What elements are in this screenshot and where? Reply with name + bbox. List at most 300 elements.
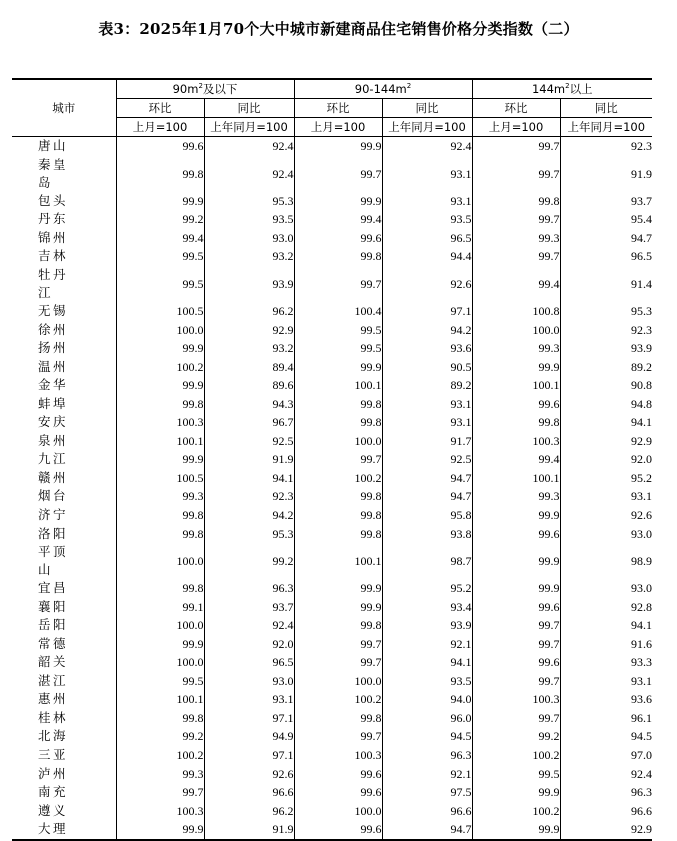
medium-yoy-cell: 94.5: [382, 727, 472, 746]
small-yoy-cell: 92.4: [204, 156, 294, 192]
small-mom-cell: 99.5: [116, 672, 204, 691]
small-mom-cell: 100.0: [116, 653, 204, 672]
small-mom-cell: 100.2: [116, 746, 204, 765]
small-mom-cell: 99.3: [116, 487, 204, 506]
mom-header: 环比: [116, 99, 204, 118]
large-mom-cell: 99.5: [472, 764, 560, 783]
medium-yoy-cell: 91.7: [382, 432, 472, 451]
city-name-cell: 平顶山: [12, 543, 116, 579]
medium-yoy-cell: 93.1: [382, 156, 472, 192]
yoy-header: 同比: [382, 99, 472, 118]
medium-mom-cell: 99.7: [294, 653, 382, 672]
small-mom-cell: 99.5: [116, 247, 204, 266]
small-mom-cell: 100.0: [116, 543, 204, 579]
small-yoy-cell: 92.4: [204, 137, 294, 156]
large-mom-cell: 100.3: [472, 432, 560, 451]
medium-mom-cell: 99.8: [294, 247, 382, 266]
small-mom-cell: 99.8: [116, 709, 204, 728]
large-yoy-cell: 96.3: [631, 785, 652, 800]
small-yoy-cell: 92.0: [204, 634, 294, 653]
large-mom-cell: 99.9: [472, 579, 560, 598]
city-name-cell: 包头: [12, 192, 116, 211]
small-yoy-cell: 94.1: [204, 469, 294, 488]
large-yoy-cell: 95.2: [631, 470, 652, 485]
table-row: [12, 487, 652, 506]
medium-yoy-cell: 94.0: [382, 690, 472, 709]
large-mom-cell: 99.7: [472, 156, 560, 192]
large-mom-cell: 99.9: [472, 820, 560, 840]
large-yoy-cell: 96.5: [631, 249, 652, 264]
medium-mom-cell: 99.8: [294, 506, 382, 525]
table-row: [12, 469, 652, 488]
medium-mom-cell: 99.9: [294, 137, 382, 156]
city-name-cell: 韶关: [12, 653, 116, 672]
medium-mom-cell: 99.6: [294, 783, 382, 802]
medium-mom-cell: 99.5: [294, 339, 382, 358]
medium-yoy-cell: 93.8: [382, 524, 472, 543]
large-mom-cell: 99.4: [472, 450, 560, 469]
table-row: [12, 210, 652, 229]
medium-mom-cell: 99.6: [294, 820, 382, 840]
large-yoy-cell: 93.0: [631, 526, 652, 541]
table-row: [12, 524, 652, 543]
city-name-cell: 吉林: [12, 247, 116, 266]
small-yoy-cell: 92.6: [204, 764, 294, 783]
medium-mom-cell: 99.5: [294, 320, 382, 339]
medium-mom-cell: 99.7: [294, 450, 382, 469]
large-yoy-cell: 91.6: [631, 636, 652, 651]
small-mom-cell: 100.3: [116, 801, 204, 820]
table-row: [12, 137, 652, 156]
small-mom-cell: 99.2: [116, 210, 204, 229]
table-row: [12, 450, 652, 469]
table-row: [12, 266, 652, 302]
small-yoy-cell: 93.1: [204, 690, 294, 709]
small-yoy-cell: 91.9: [204, 450, 294, 469]
medium-mom-cell: 99.8: [294, 394, 382, 413]
large-mom-cell: 99.6: [472, 524, 560, 543]
small-yoy-cell: 94.9: [204, 727, 294, 746]
medium-mom-cell: 99.9: [294, 597, 382, 616]
large-mom-cell: 99.9: [472, 506, 560, 525]
table-row: [12, 432, 652, 451]
large-yoy-cell: 93.1: [631, 489, 652, 504]
table-row: [12, 783, 652, 802]
city-name-cell: 南充: [12, 783, 116, 802]
medium-yoy-cell: 98.7: [382, 543, 472, 579]
table-row: [12, 709, 652, 728]
small-mom-cell: 99.8: [116, 394, 204, 413]
large-yoy-cell: 94.7: [631, 230, 652, 245]
small-yoy-cell: 95.3: [204, 524, 294, 543]
table-row: [12, 357, 652, 376]
small-yoy-cell: 92.4: [204, 616, 294, 635]
medium-yoy-cell: 93.1: [382, 192, 472, 211]
small-yoy-cell: 93.2: [204, 339, 294, 358]
medium-yoy-cell: 93.1: [382, 413, 472, 432]
table-row: [12, 156, 652, 192]
medium-yoy-cell: 96.0: [382, 709, 472, 728]
small-mom-cell: 99.7: [116, 783, 204, 802]
yoy-header: 同比: [204, 99, 294, 118]
small-yoy-cell: 92.5: [204, 432, 294, 451]
table-row: [12, 801, 652, 820]
medium-mom-cell: 99.7: [294, 634, 382, 653]
yoy-header: 同比: [560, 99, 652, 118]
medium-mom-cell: 99.8: [294, 487, 382, 506]
large-mom-cell: 99.9: [472, 357, 560, 376]
medium-yoy-cell: 89.2: [382, 376, 472, 395]
medium-yoy-cell: 93.5: [382, 672, 472, 691]
small-mom-cell: 100.5: [116, 302, 204, 321]
city-name-cell: 三亚: [12, 746, 116, 765]
large-yoy-cell: 91.4: [631, 276, 652, 291]
city-name-cell: 锦州: [12, 229, 116, 248]
medium-mom-cell: 100.0: [294, 801, 382, 820]
medium-mom-cell: 99.7: [294, 727, 382, 746]
table-row: [12, 229, 652, 248]
city-name-cell: 常德: [12, 634, 116, 653]
large-yoy-cell: 93.7: [631, 193, 652, 208]
large-mom-cell: 99.4: [472, 266, 560, 302]
table-row: [12, 746, 652, 765]
table-row: [12, 672, 652, 691]
table-row: [12, 653, 652, 672]
large-yoy-cell: 92.3: [631, 139, 652, 154]
mom-base-header: 上月=100: [294, 118, 382, 137]
medium-yoy-cell: 94.1: [382, 653, 472, 672]
group-header-medium: $90-144m^2$: [294, 79, 472, 99]
city-name-cell: 泸州: [12, 764, 116, 783]
table-row: [12, 506, 652, 525]
medium-mom-cell: 100.4: [294, 302, 382, 321]
large-yoy-cell: 93.9: [631, 341, 652, 356]
medium-yoy-cell: 90.5: [382, 357, 472, 376]
small-mom-cell: 99.8: [116, 579, 204, 598]
mom-base-header: 上月=100: [472, 118, 560, 137]
city-name-cell: 扬州: [12, 339, 116, 358]
large-yoy-cell: 89.2: [631, 359, 652, 374]
large-yoy-cell: 92.4: [631, 766, 652, 781]
large-mom-cell: 99.8: [472, 192, 560, 211]
city-name-cell: 丹东: [12, 210, 116, 229]
medium-mom-cell: 100.1: [294, 376, 382, 395]
large-yoy-cell: 93.0: [631, 581, 652, 596]
large-mom-cell: 100.0: [472, 320, 560, 339]
medium-yoy-cell: 96.3: [382, 746, 472, 765]
city-name-cell: 湛江: [12, 672, 116, 691]
large-mom-cell: 99.3: [472, 229, 560, 248]
table-row: [12, 247, 652, 266]
small-mom-cell: 100.5: [116, 469, 204, 488]
small-yoy-cell: 96.3: [204, 579, 294, 598]
medium-yoy-cell: 93.9: [382, 616, 472, 635]
small-mom-cell: 99.9: [116, 192, 204, 211]
large-mom-cell: 99.3: [472, 339, 560, 358]
medium-yoy-cell: 97.5: [382, 783, 472, 802]
medium-mom-cell: 99.8: [294, 709, 382, 728]
small-mom-cell: 100.0: [116, 320, 204, 339]
small-mom-cell: 100.1: [116, 690, 204, 709]
yoy-base-header: 上年同月=100: [560, 118, 652, 137]
table-row: [12, 616, 652, 635]
city-name-cell: 岳阳: [12, 616, 116, 635]
large-yoy-cell: 96.6: [631, 803, 652, 818]
large-yoy-cell: 93.6: [631, 692, 652, 707]
large-mom-cell: 99.2: [472, 727, 560, 746]
table-header: [12, 79, 652, 137]
large-mom-cell: 99.6: [472, 653, 560, 672]
small-mom-cell: 99.9: [116, 450, 204, 469]
small-yoy-cell: 93.2: [204, 247, 294, 266]
small-mom-cell: 99.2: [116, 727, 204, 746]
large-mom-cell: 100.2: [472, 746, 560, 765]
large-mom-cell: 99.7: [472, 247, 560, 266]
small-mom-cell: 99.9: [116, 376, 204, 395]
medium-yoy-cell: 93.1: [382, 394, 472, 413]
city-name-cell: 徐州: [12, 320, 116, 339]
medium-yoy-cell: 97.1: [382, 302, 472, 321]
group-header-large: $144m^2$以上: [472, 79, 652, 99]
small-yoy-cell: 93.7: [204, 597, 294, 616]
table-row: [12, 302, 652, 321]
small-mom-cell: 99.8: [116, 506, 204, 525]
large-yoy-cell: 92.9: [560, 820, 652, 840]
small-yoy-cell: 99.2: [204, 543, 294, 579]
medium-yoy-cell: 95.2: [382, 579, 472, 598]
medium-mom-cell: 99.9: [294, 357, 382, 376]
large-yoy-cell: 97.0: [631, 748, 652, 763]
medium-yoy-cell: 92.5: [382, 450, 472, 469]
large-mom-cell: 99.3: [472, 487, 560, 506]
small-yoy-cell: 96.6: [204, 783, 294, 802]
city-name-cell: 泉州: [12, 432, 116, 451]
small-mom-cell: 99.8: [116, 524, 204, 543]
small-yoy-cell: 93.0: [204, 229, 294, 248]
medium-mom-cell: 99.6: [294, 229, 382, 248]
small-yoy-cell: 95.3: [204, 192, 294, 211]
small-yoy-cell: 94.3: [204, 394, 294, 413]
table-row: [12, 543, 652, 579]
large-mom-cell: 99.6: [472, 394, 560, 413]
medium-yoy-cell: 94.7: [382, 487, 472, 506]
table-row: [12, 320, 652, 339]
city-name-cell: 北海: [12, 727, 116, 746]
large-mom-cell: 99.7: [472, 210, 560, 229]
large-yoy-cell: 94.1: [631, 415, 652, 430]
large-mom-cell: 99.8: [472, 413, 560, 432]
medium-yoy-cell: 96.5: [382, 229, 472, 248]
large-mom-cell: 100.1: [472, 469, 560, 488]
large-yoy-cell: 93.3: [631, 655, 652, 670]
small-yoy-cell: 93.9: [204, 266, 294, 302]
small-yoy-cell: 94.2: [204, 506, 294, 525]
large-yoy-cell: 94.5: [631, 729, 652, 744]
medium-mom-cell: 99.9: [294, 192, 382, 211]
medium-mom-cell: 99.8: [294, 413, 382, 432]
small-mom-cell: 99.5: [116, 266, 204, 302]
group-header-small: $90m^2$及以下: [116, 79, 294, 99]
table-row: [12, 192, 652, 211]
medium-mom-cell: 100.2: [294, 690, 382, 709]
medium-yoy-cell: 94.7: [382, 820, 472, 840]
small-mom-cell: 100.2: [116, 357, 204, 376]
city-name-cell: 安庆: [12, 413, 116, 432]
large-mom-cell: 100.3: [472, 690, 560, 709]
small-yoy-cell: 96.7: [204, 413, 294, 432]
yoy-base-header: 上年同月=100: [382, 118, 472, 137]
yoy-base-header: 上年同月=100: [204, 118, 294, 137]
city-name-cell: 温州: [12, 357, 116, 376]
small-yoy-cell: 93.5: [204, 210, 294, 229]
small-mom-cell: 99.9: [116, 634, 204, 653]
medium-yoy-cell: 92.6: [382, 266, 472, 302]
city-name-cell: 无锡: [12, 302, 116, 321]
table-row: [12, 394, 652, 413]
table-row: [12, 820, 652, 840]
medium-yoy-cell: 94.7: [382, 469, 472, 488]
city-name-cell: 烟台: [12, 487, 116, 506]
medium-mom-cell: 100.2: [294, 469, 382, 488]
large-yoy-cell: 92.9: [631, 433, 652, 448]
large-mom-cell: 99.7: [472, 137, 560, 156]
large-yoy-cell: 96.1: [631, 710, 652, 725]
table-body: [12, 137, 652, 840]
table-row: [12, 764, 652, 783]
medium-yoy-cell: 93.4: [382, 597, 472, 616]
medium-mom-cell: 99.7: [294, 156, 382, 192]
large-mom-cell: 100.8: [472, 302, 560, 321]
small-yoy-cell: 89.4: [204, 357, 294, 376]
large-yoy-cell: 90.8: [631, 378, 652, 393]
table-row: [12, 634, 652, 653]
small-yoy-cell: 96.2: [204, 302, 294, 321]
medium-mom-cell: 99.8: [294, 524, 382, 543]
price-index-table: [12, 78, 652, 841]
medium-yoy-cell: 93.6: [382, 339, 472, 358]
medium-yoy-cell: 92.1: [382, 634, 472, 653]
large-mom-cell: 99.9: [472, 543, 560, 579]
table-title: 表3：2025年1月70个大中城市新建商品住宅销售价格分类指数（二）: [98, 20, 579, 38]
large-yoy-cell: 95.3: [631, 304, 652, 318]
city-name-cell: 洛阳: [12, 524, 116, 543]
small-yoy-cell: 92.3: [204, 487, 294, 506]
city-name-cell: 遵义: [12, 801, 116, 820]
medium-mom-cell: 99.6: [294, 764, 382, 783]
large-mom-cell: 99.9: [472, 783, 560, 802]
small-mom-cell: 99.9: [116, 820, 204, 840]
medium-mom-cell: 99.7: [294, 266, 382, 302]
medium-yoy-cell: 94.2: [382, 320, 472, 339]
small-yoy-cell: 89.6: [204, 376, 294, 395]
table-row: [12, 727, 652, 746]
medium-mom-cell: 100.1: [294, 543, 382, 579]
medium-yoy-cell: 95.8: [382, 506, 472, 525]
large-mom-cell: 99.7: [472, 616, 560, 635]
large-yoy-cell: 95.4: [631, 212, 652, 227]
table-row: [12, 339, 652, 358]
large-mom-cell: 100.2: [472, 801, 560, 820]
mom-header: 环比: [472, 99, 560, 118]
small-yoy-cell: 91.9: [204, 820, 294, 840]
mom-header: 环比: [294, 99, 382, 118]
medium-mom-cell: 99.4: [294, 210, 382, 229]
city-name-cell: 秦皇岛: [12, 156, 116, 192]
city-name-cell: 蚌埠: [12, 394, 116, 413]
medium-mom-cell: 100.3: [294, 746, 382, 765]
large-yoy-cell: 92.3: [631, 322, 652, 337]
medium-yoy-cell: 94.4: [382, 247, 472, 266]
medium-mom-cell: 100.0: [294, 432, 382, 451]
city-name-cell: 济宁: [12, 506, 116, 525]
large-mom-cell: 99.7: [472, 672, 560, 691]
large-mom-cell: 99.7: [472, 634, 560, 653]
small-mom-cell: 99.1: [116, 597, 204, 616]
medium-mom-cell: 99.8: [294, 616, 382, 635]
city-name-cell: 牡丹江: [12, 266, 116, 302]
large-mom-cell: 99.6: [472, 597, 560, 616]
city-name-cell: 襄阳: [12, 597, 116, 616]
city-column-header: 城市: [12, 79, 116, 137]
small-yoy-cell: 97.1: [204, 709, 294, 728]
small-mom-cell: 99.8: [116, 156, 204, 192]
mom-base-header: 上月=100: [116, 118, 204, 137]
large-mom-cell: 99.7: [472, 709, 560, 728]
small-mom-cell: 100.1: [116, 432, 204, 451]
city-name-cell: 大理: [12, 820, 116, 840]
small-yoy-cell: 97.1: [204, 746, 294, 765]
medium-yoy-cell: 92.4: [382, 137, 472, 156]
table-row: [12, 413, 652, 432]
large-yoy-cell: 92.8: [631, 599, 652, 614]
city-name-cell: 赣州: [12, 469, 116, 488]
small-mom-cell: 99.3: [116, 764, 204, 783]
small-mom-cell: 99.4: [116, 229, 204, 248]
medium-yoy-cell: 93.5: [382, 210, 472, 229]
small-mom-cell: 99.9: [116, 339, 204, 358]
large-yoy-cell: 91.9: [631, 166, 652, 181]
city-name-cell: 宜昌: [12, 579, 116, 598]
city-name-cell: 唐山: [12, 137, 116, 156]
medium-yoy-cell: 96.6: [382, 801, 472, 820]
small-mom-cell: 99.6: [116, 137, 204, 156]
small-yoy-cell: 96.5: [204, 653, 294, 672]
small-yoy-cell: 93.0: [204, 672, 294, 691]
table-row: [12, 579, 652, 598]
small-yoy-cell: 96.2: [204, 801, 294, 820]
table-row: [12, 597, 652, 616]
table-row: [12, 376, 652, 395]
city-name-cell: 桂林: [12, 709, 116, 728]
small-mom-cell: 100.3: [116, 413, 204, 432]
large-yoy-cell: 92.6: [631, 508, 652, 523]
small-mom-cell: 100.0: [116, 616, 204, 635]
large-yoy-cell: 98.9: [631, 553, 652, 568]
table-row: [12, 690, 652, 709]
small-yoy-cell: 92.9: [204, 320, 294, 339]
city-name-cell: 九江: [12, 450, 116, 469]
large-yoy-cell: 94.1: [631, 618, 652, 633]
city-name-cell: 金华: [12, 376, 116, 395]
medium-mom-cell: 99.9: [294, 579, 382, 598]
city-name-cell: 惠州: [12, 690, 116, 709]
large-mom-cell: 100.1: [472, 376, 560, 395]
medium-mom-cell: 100.0: [294, 672, 382, 691]
large-yoy-cell: 93.1: [631, 673, 652, 688]
medium-yoy-cell: 92.1: [382, 764, 472, 783]
large-yoy-cell: 92.0: [631, 452, 652, 467]
large-yoy-cell: 94.8: [631, 396, 652, 411]
